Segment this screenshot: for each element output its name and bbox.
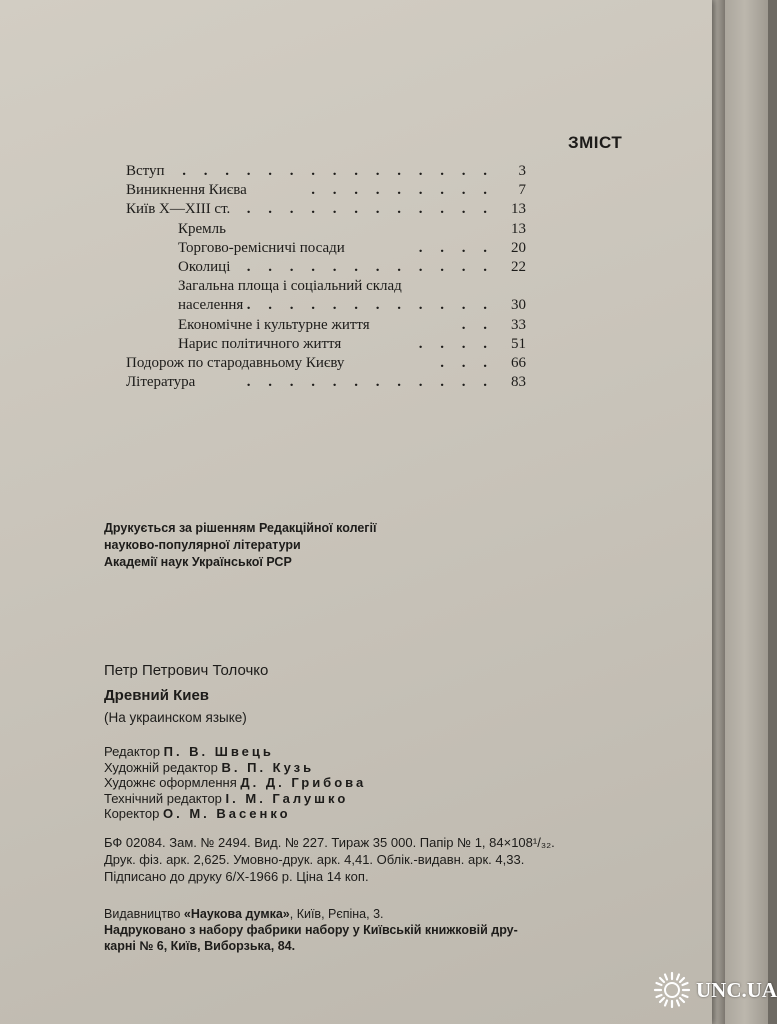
credit-line <box>104 744 366 760</box>
language-note: (На украинском языке) <box>104 710 247 725</box>
toc-entry-title: Київ Х—ХІІІ ст. <box>126 201 231 218</box>
toc-entry <box>126 200 526 219</box>
leader-dots: . . . . . . . . . . . . . . . <box>182 163 494 179</box>
toc-entry-title: Кремль <box>178 220 226 237</box>
printing-line: Друк. фіз. арк. 2,625. Умовно-друк. арк. 4,41. Облік.-видавн. арк. 4,33. <box>104 852 525 867</box>
book-title: Древний Киев <box>104 687 210 704</box>
approval-line: Друкується за рішенням Редакційної колегії <box>104 521 377 535</box>
toc-entry-title: Торгово-ремісничі посади <box>178 239 345 256</box>
watermark-text: UNC.UA <box>696 977 777 1002</box>
leader-dots: . . . . <box>418 335 494 352</box>
toc-entry-page: 22 <box>511 258 526 275</box>
credit-line <box>104 760 366 776</box>
credit-name: В. П. Кузь <box>221 759 315 775</box>
table-of-contents <box>126 162 526 392</box>
credit-name: І. М. Галушко <box>225 790 349 806</box>
toc-entry <box>126 239 526 258</box>
credit-role: Художнє оформлення <box>104 775 237 790</box>
toc-entry-title: Виникнення Києва <box>126 182 247 199</box>
toc-entry-page: 83 <box>511 374 526 391</box>
publisher-name: «Наукова думка» <box>183 907 290 921</box>
toc-entry-title: Економічне і культурне життя <box>178 316 370 333</box>
printing-line: БФ 02084. Зам. № 2494. Вид. № 227. Тираж 35 000. Папір № 1, 84×108¹/₃₂. <box>104 835 555 850</box>
publisher-line: карні № 6, Київ, Виборзька, 84. <box>104 939 296 953</box>
credits-block <box>104 744 366 822</box>
toc-entry <box>126 316 526 335</box>
credit-name: О. М. Васенко <box>163 806 291 821</box>
toc-entry-title: Подорож по стародавньому Києву <box>126 354 345 371</box>
toc-entry-page: 66 <box>511 354 526 371</box>
toc-heading: ЗМІСТ <box>568 133 623 152</box>
leader-dots: . . . . . . . . . . . . <box>246 297 494 314</box>
credit-name: П. В. Швець <box>163 744 274 759</box>
credit-role: Технічний редактор <box>104 790 222 806</box>
toc-entry <box>126 354 526 373</box>
printing-details <box>104 834 555 885</box>
approval-line: Академії наук Української РСР <box>104 555 292 569</box>
toc-entry-title: населення <box>178 297 244 314</box>
printing-line: Підписано до друку 6/Х-1966 р. Ціна 14 коп. <box>104 869 369 884</box>
credit-line <box>104 791 366 807</box>
watermark <box>652 965 777 1015</box>
publisher-address: , Київ, Рєпіна, 3. <box>289 907 384 921</box>
leader-dots: . . . . . . . . . <box>311 182 494 199</box>
publisher-prefix: Видавництво <box>104 907 184 921</box>
approval-line: науково-популярної літератури <box>104 538 301 552</box>
sunburst-logo-icon <box>652 970 692 1010</box>
toc-entry <box>126 220 526 239</box>
leader-dots: . . . . <box>418 239 494 256</box>
credit-line <box>104 806 366 822</box>
toc-entry-title: Вступ <box>126 163 165 179</box>
leader-dots: . . . . . . . . . . . . <box>246 258 494 275</box>
leader-dots: . . . . . . . . . . . . <box>246 201 494 218</box>
toc-entry <box>126 162 526 181</box>
book-author: Петр Петрович Толочко <box>104 662 269 679</box>
toc-entry-title: Література <box>126 374 196 391</box>
toc-entry-title: Нарис політичного життя <box>178 335 342 352</box>
publisher-line <box>104 906 518 922</box>
publisher-line: Надруковано з набору фабрики набору у Київській книжковій дру- <box>104 923 518 937</box>
credit-role: Коректор <box>104 806 160 821</box>
toc-entry-page: 3 <box>518 163 526 179</box>
credit-role: Редактор <box>104 744 160 759</box>
leader-dots: . . <box>461 316 494 333</box>
toc-entry-page: 33 <box>511 316 526 333</box>
leader-dots: . . . <box>440 354 494 371</box>
credit-role: Художній редактор <box>104 759 218 775</box>
toc-entry-page: 30 <box>511 297 526 314</box>
credit-line <box>104 775 366 791</box>
toc-entry-title: Загальна площа і соціальний склад <box>178 278 402 295</box>
toc-entry-page: 13 <box>511 220 526 237</box>
leader-dots: . . . . . . . . . . . . <box>246 374 494 391</box>
toc-entry <box>126 181 526 200</box>
toc-entry <box>126 335 526 354</box>
toc-entry-page: 51 <box>511 335 526 352</box>
approval-note <box>104 520 377 571</box>
underlying-page <box>722 0 768 1024</box>
publisher-details <box>104 906 518 954</box>
toc-entry-page: 7 <box>518 182 526 199</box>
toc-entry-page: 20 <box>511 239 526 256</box>
toc-entry <box>126 277 526 296</box>
credit-name: Д. Д. Грибова <box>240 775 367 790</box>
toc-entry <box>126 296 526 315</box>
toc-entry-title: Околиці <box>178 258 231 275</box>
toc-entry <box>126 373 526 392</box>
toc-entry-page: 13 <box>511 201 526 218</box>
toc-entry <box>126 258 526 277</box>
